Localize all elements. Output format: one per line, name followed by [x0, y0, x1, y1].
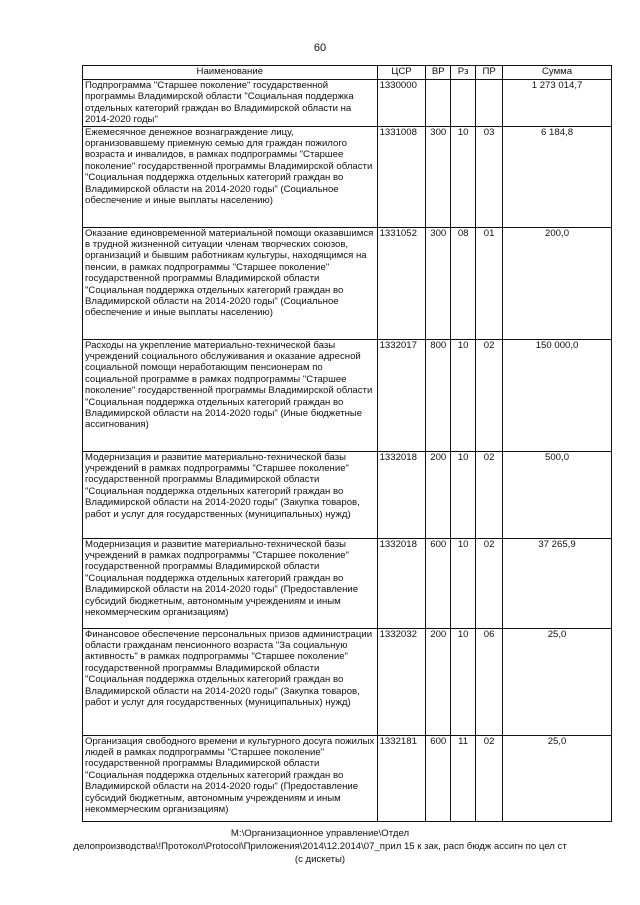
row-rz: 11 — [451, 735, 476, 821]
row-pr: 06 — [476, 628, 503, 735]
row-sum: 37 265,9 — [503, 538, 612, 628]
table-row — [83, 538, 612, 628]
row-csr: 1332032 — [377, 628, 426, 735]
file-path-footer — [0, 827, 640, 866]
row-name: Организация свободного времени и культурного досуга пожилых людей в рамках подпрограммы "Старшее поколение" государственной программы Владимирской области "Социальная поддержка отдельных категорий граждан во Владимирской области на 2014-2020 годы" (Предоставление субсидий бюджетным, автономным учреждениям и иным некоммерческим организациям) — [83, 735, 378, 821]
row-csr: 1331008 — [377, 126, 426, 227]
row-csr: 1332017 — [377, 339, 426, 451]
footer-line-2: делопроизводства\!Протокол\Protocol\Приложения\2014\12.2014\07_прил 15 к зак, расп бюдж ассигн по цел ст — [73, 841, 567, 852]
footer-line-1: M:\Организационное управление\Отдел — [230, 828, 410, 839]
row-sum: 500,0 — [503, 451, 612, 538]
row-pr: 02 — [476, 339, 503, 451]
row-rz: 08 — [451, 227, 476, 339]
header-name: Наименование — [83, 66, 378, 80]
row-pr: 02 — [476, 538, 503, 628]
row-sum: 200,0 — [503, 227, 612, 339]
row-sum: 25,0 — [503, 735, 612, 821]
row-pr — [476, 80, 503, 127]
row-pr: 01 — [476, 227, 503, 339]
row-sum: 150 000,0 — [503, 339, 612, 451]
row-rz: 10 — [451, 126, 476, 227]
row-vr: 200 — [426, 451, 451, 538]
row-pr: 03 — [476, 126, 503, 227]
header-vr: ВР — [426, 66, 451, 80]
row-name: Расходы на укрепление материально-технической базы учреждений социального обслуживания и оказание адресной социальной помощи неработающим пенсионерам по социальной программе в рамках подпрограммы "Старшее поколение" государственной программы Владимирской области "Социальная поддержка отдельных категорий граждан во Владимирской области на 2014-2020 годы" (Иные бюджетные ассигнования) — [83, 339, 378, 451]
row-vr: 300 — [426, 227, 451, 339]
row-sum: 1 273 014,7 — [503, 80, 612, 127]
row-name: Финансовое обеспечение персональных призов администрации области гражданам пенсионного возраста "За социальную активность" в рамках подпрограммы "Старшее поколение" государственной программы Владимирской области "Социальная поддержка отдельных категорий граждан во Владимирской области на 2014-2020 годы" (Закупка товаров, работ и услуг для государственных (муниципальных) нужд) — [83, 628, 378, 735]
row-sum: 25,0 — [503, 628, 612, 735]
row-rz: 10 — [451, 339, 476, 451]
row-csr: 1332018 — [377, 538, 426, 628]
header-csr: ЦСР — [377, 66, 426, 80]
row-name: Модернизация и развитие материально-технической базы учреждений в рамках подпрограммы "Старшее поколение" государственной программы Владимирской области "Социальная поддержка отдельных категорий граждан во Владимирской области на 2014-2020 годы" (Предоставление субсидий бюджетным, автономным учреждениям и иным некоммерческим организациям) — [83, 538, 378, 628]
row-csr: 1331052 — [377, 227, 426, 339]
table-row — [83, 451, 612, 538]
row-vr: 300 — [426, 126, 451, 227]
row-vr: 600 — [426, 735, 451, 821]
row-csr: 1332018 — [377, 451, 426, 538]
row-vr: 800 — [426, 339, 451, 451]
table-row — [83, 80, 612, 127]
table-row — [83, 735, 612, 821]
row-rz: 10 — [451, 451, 476, 538]
table-row — [83, 227, 612, 339]
table-header-row — [83, 66, 612, 80]
row-csr: 1330000 — [377, 80, 426, 127]
row-rz: 10 — [451, 538, 476, 628]
row-pr: 02 — [476, 451, 503, 538]
table-row — [83, 628, 612, 735]
row-rz — [451, 80, 476, 127]
row-pr: 02 — [476, 735, 503, 821]
budget-table — [82, 65, 612, 822]
header-rz: Рз — [451, 66, 476, 80]
row-name: Модернизация и развитие материально-технической базы учреждений в рамках подпрограммы "Старшее поколение" государственной программы Владимирской области "Социальная поддержка отдельных категорий граждан во Владимирской области на 2014-2020 годы" (Закупка товаров, работ и услуг для государственных (муниципальных) нужд) — [83, 451, 378, 538]
page-number: 60 — [313, 42, 327, 54]
header-sum: Сумма — [503, 66, 612, 80]
row-name: Оказание единовременной материальной помощи оказавшимся в трудной жизненной ситуации членам творческих союзов, организаций и бывшим работникам культуры, находящимся на пенсии, в рамках подпрограммы "Старшее поколение" государственной программы Владимирской области "Социальная поддержка отдельных категорий граждан во Владимирской области на 2014-2020 годы" (Социальное обеспечение и иные выплаты населению) — [83, 227, 378, 339]
row-name: Ежемесячное денежное вознаграждение лицу, организовавшему приемную семью для граждан пожилого возраста и инвалидов, в рамках подпрограммы "Старшее поколение" государственной программы Владимирской области "Социальная поддержка отдельных категорий граждан во Владимирской области на 2014-2020 годы" (Социальное обеспечение и иные выплаты населению) — [83, 126, 378, 227]
row-vr — [426, 80, 451, 127]
header-pr: ПР — [476, 66, 503, 80]
footer-line-3: (с дискеты) — [294, 854, 346, 865]
row-rz: 10 — [451, 628, 476, 735]
row-sum: 6 184,8 — [503, 126, 612, 227]
table-row — [83, 126, 612, 227]
row-name: Подпрограмма "Старшее поколение" государственной программы Владимирской области "Социальная поддержка отдельных категорий граждан во Владимирской области на 2014-2020 годы" — [83, 80, 378, 127]
row-vr: 200 — [426, 628, 451, 735]
table-row — [83, 339, 612, 451]
row-vr: 600 — [426, 538, 451, 628]
row-csr: 1332181 — [377, 735, 426, 821]
